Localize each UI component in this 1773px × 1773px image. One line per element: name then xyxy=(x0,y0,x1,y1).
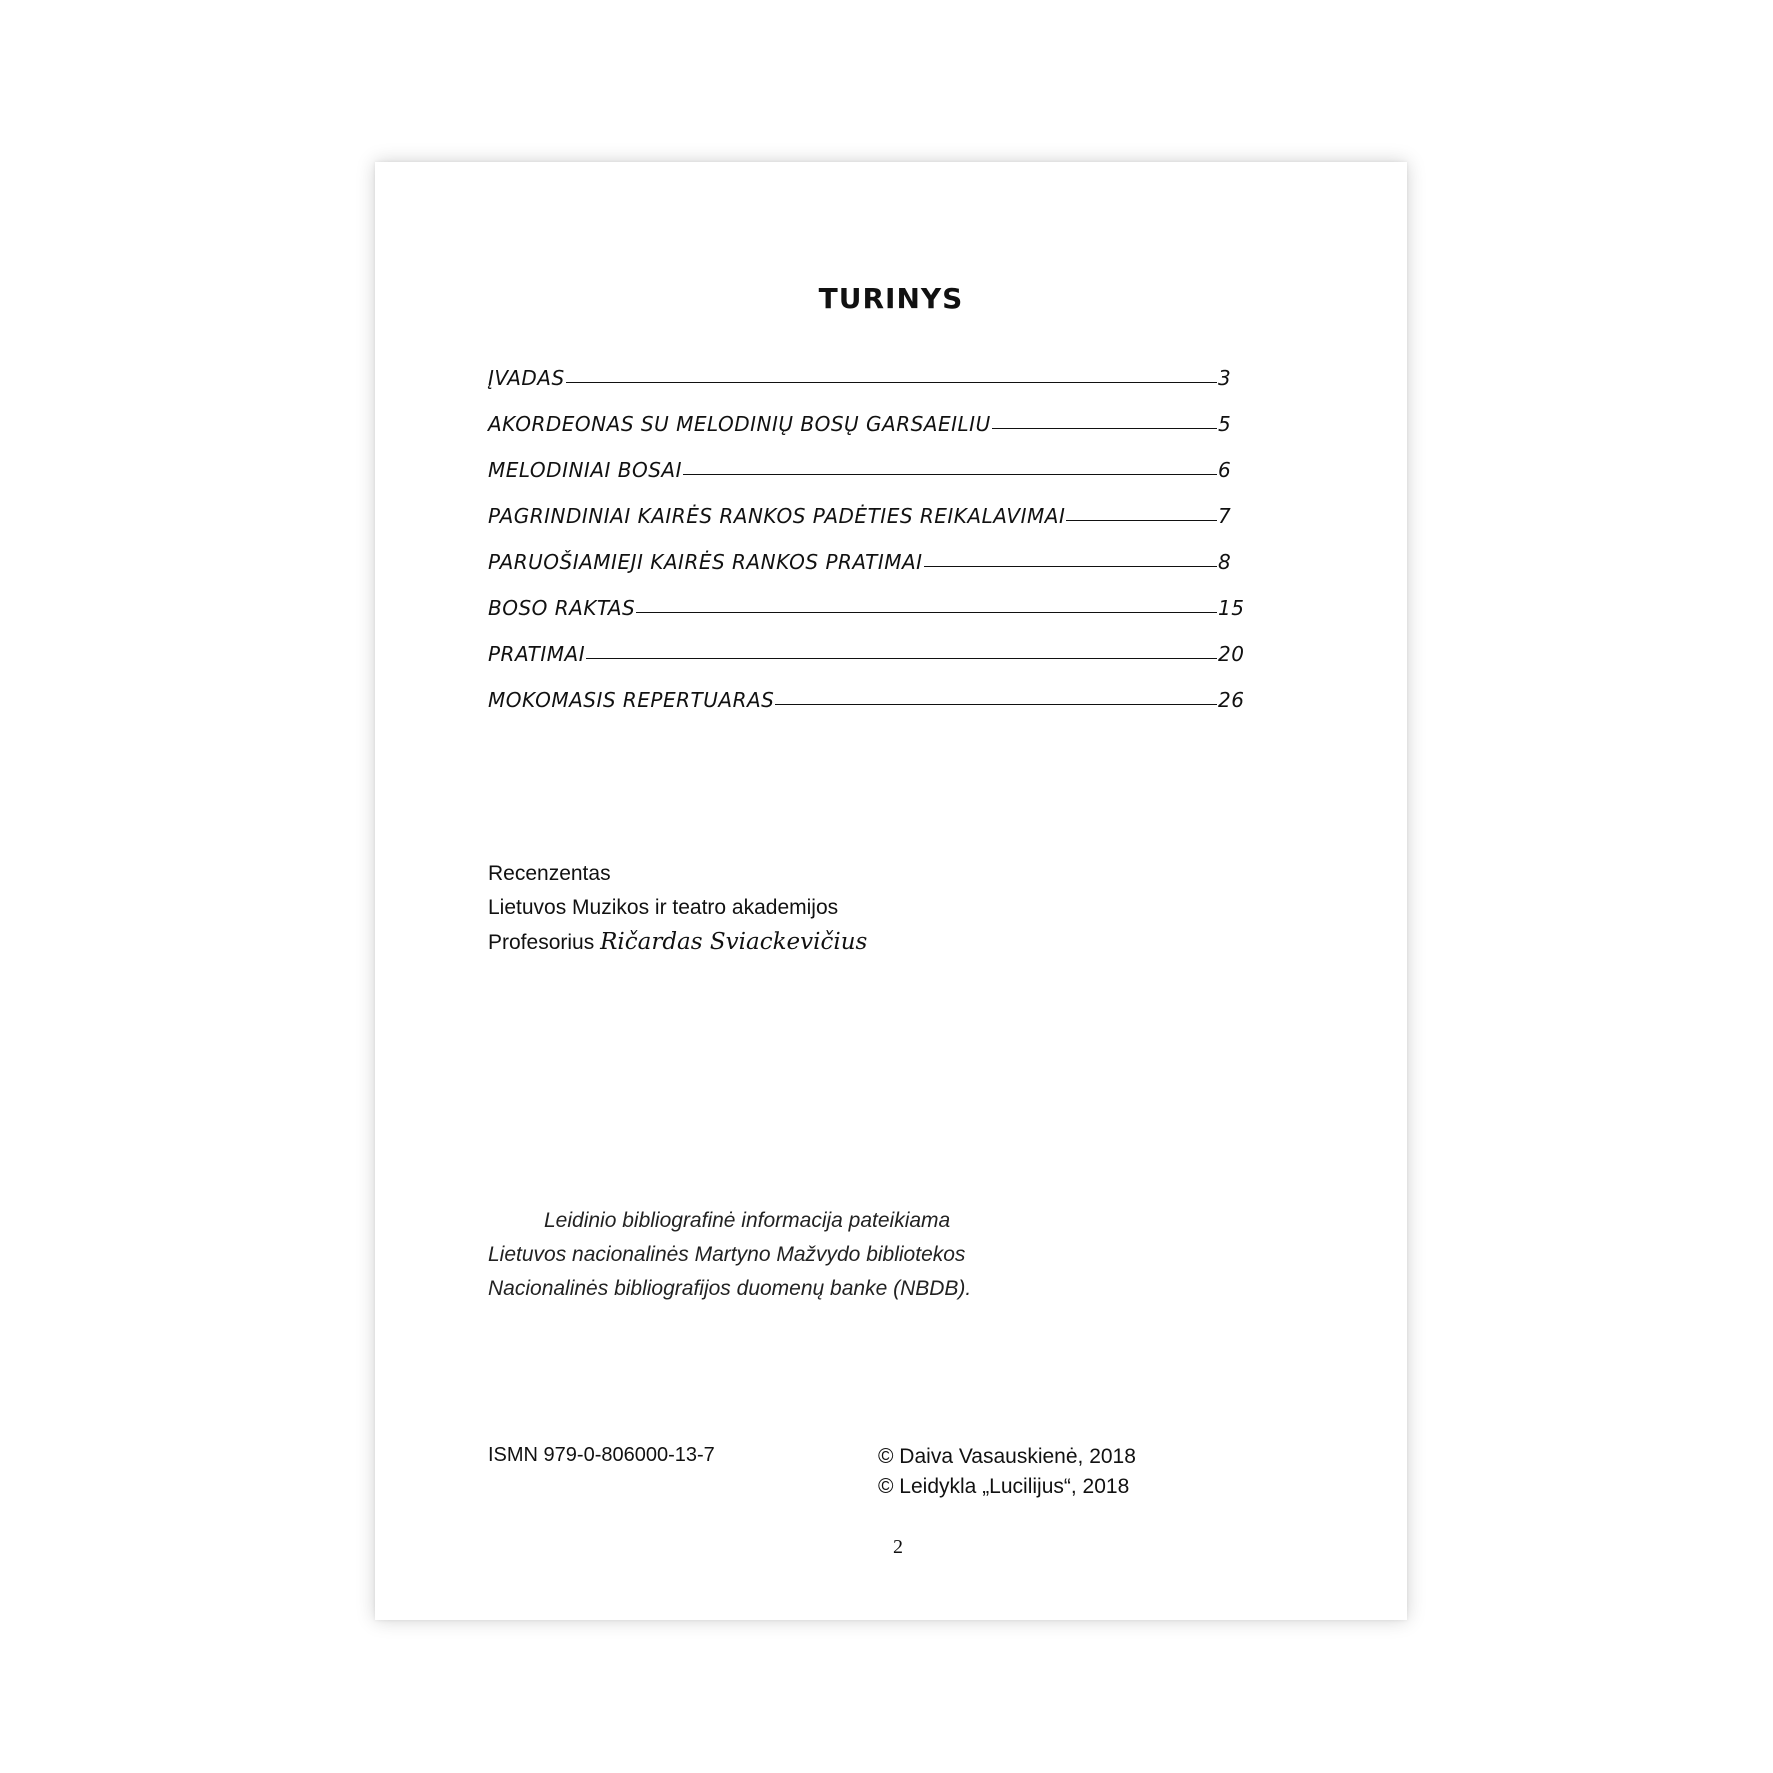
toc-entry xyxy=(488,366,1246,412)
reviewer-name-line xyxy=(488,925,867,960)
toc-entry-page: 6 xyxy=(1218,458,1232,482)
toc-entry-label: BOSO RAKTAS xyxy=(488,596,636,620)
toc-entry xyxy=(488,642,1246,688)
document-page xyxy=(375,162,1407,1620)
toc-leader-line xyxy=(775,704,1217,705)
toc-entry-page: 3 xyxy=(1218,366,1232,390)
toc-leader-line xyxy=(566,382,1217,383)
reviewer-institution: Lietuvos Muzikos ir teatro akademijos xyxy=(488,896,839,919)
table-of-contents xyxy=(488,366,1246,734)
biblio-line: Nacionalinės bibliografijos duomenų banke (NBDB). xyxy=(488,1277,972,1300)
toc-entry-page: 20 xyxy=(1218,642,1245,666)
toc-entry-label: PRATIMAI xyxy=(488,642,586,666)
copyright-publisher: © Leidykla „Lucilijus“, 2018 xyxy=(878,1475,1130,1498)
toc-entry-label: MELODINIAI BOSAI xyxy=(488,458,682,482)
copyright-block xyxy=(878,1442,1136,1502)
toc-entry-label: ĮVADAS xyxy=(488,366,565,390)
biblio-line: Lietuvos nacionalinės Martyno Mažvydo bibliotekos xyxy=(488,1243,966,1266)
toc-entry-label: PAGRINDINIAI KAIRĖS RANKOS PADĖTIES REIKALAVIMAI xyxy=(488,504,1066,528)
copyright-author: © Daiva Vasauskienė, 2018 xyxy=(878,1445,1136,1468)
toc-entry-page: 8 xyxy=(1218,550,1232,574)
toc-entry-page: 26 xyxy=(1218,688,1245,712)
biblio-line: Leidinio bibliografinė informacija pateikiama xyxy=(544,1209,951,1232)
page-title: TURINYS xyxy=(818,282,964,315)
toc-entry-page: 15 xyxy=(1218,596,1245,620)
toc-leader-line xyxy=(683,474,1217,475)
toc-entry-label: PARUOŠIAMIEJI KAIRĖS RANKOS PRATIMAI xyxy=(488,550,923,574)
toc-entry xyxy=(488,688,1246,734)
toc-entry-label: MOKOMASIS REPERTUARAS xyxy=(488,688,775,712)
toc-entry xyxy=(488,504,1246,550)
toc-entry-label: AKORDEONAS SU MELODINIŲ BOSŲ GARSAEILIU xyxy=(488,412,991,436)
page-number: 2 xyxy=(893,1536,903,1558)
toc-leader-line xyxy=(992,428,1217,429)
toc-leader-line xyxy=(636,612,1217,613)
toc-leader-line xyxy=(586,658,1217,659)
toc-entry xyxy=(488,550,1246,596)
reviewer-title: Profesorius xyxy=(488,931,595,954)
toc-entry xyxy=(488,412,1246,458)
reviewer-heading: Recenzentas xyxy=(488,862,611,885)
toc-entry xyxy=(488,458,1246,504)
bibliographic-note xyxy=(488,1204,971,1306)
toc-leader-line xyxy=(924,566,1217,567)
ismn-number: ISMN 979-0-806000-13-7 xyxy=(488,1444,715,1466)
toc-entry-page: 5 xyxy=(1218,412,1232,436)
toc-leader-line xyxy=(1066,520,1217,521)
toc-entry xyxy=(488,596,1246,642)
toc-entry-page: 7 xyxy=(1218,504,1232,528)
reviewer-block xyxy=(488,857,867,960)
reviewer-signature: Ričardas Sviackevičius xyxy=(600,929,868,955)
